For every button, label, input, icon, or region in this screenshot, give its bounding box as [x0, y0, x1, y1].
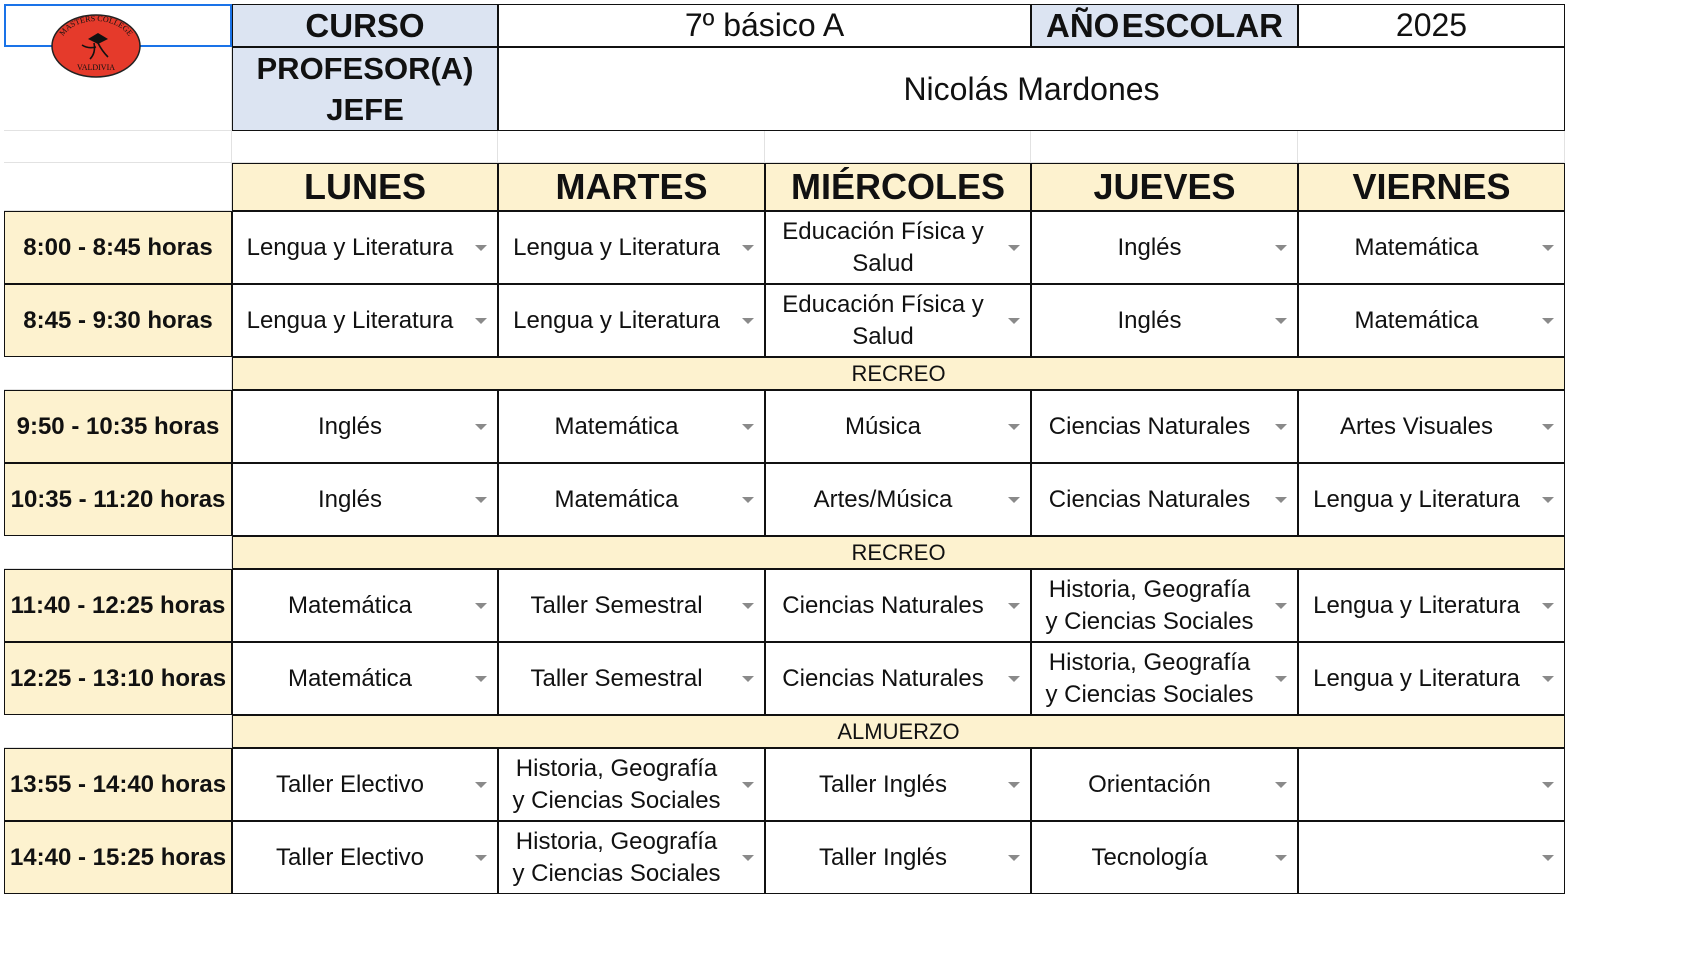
empty-cell[interactable]	[4, 536, 232, 569]
dropdown-arrow-icon[interactable]	[1542, 497, 1554, 503]
day-header: JUEVES	[1031, 163, 1298, 211]
subject-dropdown[interactable]	[232, 390, 498, 463]
dropdown-arrow-icon[interactable]	[475, 855, 487, 861]
dropdown-arrow-icon[interactable]	[1275, 424, 1287, 430]
empty-cell[interactable]	[498, 131, 765, 163]
empty-cell[interactable]	[1298, 131, 1565, 163]
time-slot: 13:55 - 14:40 horas	[4, 748, 232, 821]
subject-dropdown[interactable]	[1031, 642, 1298, 715]
dropdown-arrow-icon[interactable]	[1275, 318, 1287, 324]
subject-label: Ciencias Naturales	[1048, 485, 1251, 513]
subject-dropdown[interactable]	[498, 748, 765, 821]
anio-label: AÑO	[1046, 6, 1120, 44]
subject-dropdown[interactable]	[498, 211, 765, 284]
day-header: VIERNES	[1298, 163, 1565, 211]
dropdown-arrow-icon[interactable]	[1275, 497, 1287, 503]
time-slot: 10:35 - 11:20 horas	[4, 463, 232, 536]
dropdown-arrow-icon[interactable]	[1008, 497, 1020, 503]
subject-dropdown[interactable]	[232, 642, 498, 715]
dropdown-arrow-icon[interactable]	[1275, 245, 1287, 251]
subject-dropdown[interactable]	[1031, 284, 1298, 357]
subject-label: Educación Física y Salud	[782, 290, 984, 350]
subject-dropdown[interactable]	[1298, 569, 1565, 642]
subject-label: Ciencias Naturales	[782, 664, 984, 692]
dropdown-arrow-icon[interactable]	[1275, 676, 1287, 682]
subject-dropdown[interactable]	[1298, 284, 1565, 357]
subject-label: Orientación	[1088, 770, 1211, 798]
subject-dropdown[interactable]	[498, 642, 765, 715]
subject-label: Lengua y Literatura	[1313, 485, 1520, 513]
subject-label: Lengua y Literatura	[513, 306, 720, 334]
dropdown-arrow-icon[interactable]	[1008, 318, 1020, 324]
subject-dropdown[interactable]	[765, 569, 1031, 642]
subject-label: Artes Visuales	[1340, 412, 1493, 440]
subject-label: Taller Semestral	[530, 591, 703, 619]
escolar-label: ESCOLAR	[1121, 6, 1283, 44]
break-row: RECREO	[232, 536, 1565, 569]
subject-dropdown[interactable]	[498, 569, 765, 642]
time-slot: 12:25 - 13:10 horas	[4, 642, 232, 715]
subject-dropdown[interactable]	[498, 284, 765, 357]
subject-dropdown[interactable]	[232, 463, 498, 536]
dropdown-arrow-icon[interactable]	[742, 782, 754, 788]
empty-cell[interactable]	[4, 715, 232, 748]
subject-dropdown[interactable]	[1031, 821, 1298, 894]
profesor-jefe-value[interactable]: Nicolás Mardones	[498, 47, 1565, 131]
subject-label: Historia, Geografía y Ciencias Sociales	[1045, 648, 1254, 708]
dropdown-arrow-icon[interactable]	[1542, 424, 1554, 430]
empty-cell[interactable]	[232, 131, 498, 163]
subject-dropdown[interactable]	[232, 821, 498, 894]
dropdown-arrow-icon[interactable]	[475, 424, 487, 430]
subject-label: Matemática	[287, 664, 413, 692]
dropdown-arrow-icon[interactable]	[742, 603, 754, 609]
subject-label: Historia, Geografía y Ciencias Sociales	[1045, 575, 1254, 635]
subject-label: Inglés	[317, 485, 383, 513]
subject-label: Tecnología	[1091, 843, 1208, 871]
subject-label: Matemática	[287, 591, 413, 619]
dropdown-arrow-icon[interactable]	[1008, 855, 1020, 861]
dropdown-arrow-icon[interactable]	[475, 245, 487, 251]
subject-dropdown[interactable]	[1298, 211, 1565, 284]
empty-cell[interactable]	[4, 357, 232, 390]
subject-label: Matemática	[554, 485, 679, 513]
subject-dropdown[interactable]	[498, 821, 765, 894]
subject-label: Matemática	[1354, 233, 1479, 261]
dropdown-arrow-icon[interactable]	[475, 603, 487, 609]
dropdown-arrow-icon[interactable]	[1008, 603, 1020, 609]
dropdown-arrow-icon[interactable]	[1008, 245, 1020, 251]
school-logo	[50, 13, 142, 79]
subject-label: Taller Semestral	[530, 664, 703, 692]
logo-text-top: MASTERS COLLEGE	[57, 13, 135, 38]
subject-label: Lengua y Literatura	[513, 233, 720, 261]
subject-dropdown[interactable]	[1298, 642, 1565, 715]
subject-dropdown[interactable]	[765, 748, 1031, 821]
subject-dropdown[interactable]	[1298, 463, 1565, 536]
day-header: LUNES	[232, 163, 498, 211]
dropdown-arrow-icon[interactable]	[1275, 782, 1287, 788]
subject-label: Lengua y Literatura	[1313, 591, 1520, 619]
subject-label: Ciencias Naturales	[782, 591, 984, 619]
subject-dropdown[interactable]	[765, 211, 1031, 284]
subject-dropdown[interactable]	[232, 569, 498, 642]
subject-label: Música	[844, 412, 922, 440]
empty-cell[interactable]	[4, 163, 232, 211]
subject-dropdown[interactable]	[765, 463, 1031, 536]
subject-label: Historia, Geografía y Ciencias Sociales	[512, 827, 721, 887]
subject-label: Inglés	[1117, 233, 1182, 261]
dropdown-arrow-icon[interactable]	[475, 782, 487, 788]
dropdown-arrow-icon[interactable]	[742, 497, 754, 503]
jefe-label: JEFE	[326, 92, 404, 127]
subject-label: Lengua y Literatura	[1313, 664, 1520, 692]
subject-label: Inglés	[1117, 306, 1182, 334]
subject-dropdown[interactable]	[1031, 569, 1298, 642]
dropdown-arrow-icon[interactable]	[1275, 855, 1287, 861]
subject-dropdown[interactable]	[1031, 211, 1298, 284]
subject-dropdown[interactable]	[765, 642, 1031, 715]
dropdown-arrow-icon[interactable]	[1542, 782, 1554, 788]
time-slot: 14:40 - 15:25 horas	[4, 821, 232, 894]
dropdown-arrow-icon[interactable]	[742, 318, 754, 324]
dropdown-arrow-icon[interactable]	[742, 424, 754, 430]
subject-label: Matemática	[554, 412, 679, 440]
subject-label: Lengua y Literatura	[246, 233, 454, 261]
subject-dropdown[interactable]	[1298, 390, 1565, 463]
time-slot: 8:00 - 8:45 horas	[4, 211, 232, 284]
break-row: RECREO	[232, 357, 1565, 390]
dropdown-arrow-icon[interactable]	[1542, 855, 1554, 861]
subject-dropdown[interactable]	[232, 284, 498, 357]
dropdown-arrow-icon[interactable]	[1275, 603, 1287, 609]
subject-dropdown[interactable]	[765, 821, 1031, 894]
subject-dropdown[interactable]	[498, 390, 765, 463]
dropdown-arrow-icon[interactable]	[1542, 603, 1554, 609]
day-header: MARTES	[498, 163, 765, 211]
subject-label: Taller Inglés	[818, 843, 948, 871]
logo-text-bottom: VALDIVIA	[76, 63, 116, 72]
empty-cell[interactable]	[765, 131, 1031, 163]
dropdown-arrow-icon[interactable]	[1542, 318, 1554, 324]
subject-dropdown[interactable]	[1298, 821, 1565, 894]
subject-dropdown[interactable]	[1298, 748, 1565, 821]
dropdown-arrow-icon[interactable]	[742, 676, 754, 682]
time-slot: 9:50 - 10:35 horas	[4, 390, 232, 463]
dropdown-arrow-icon[interactable]	[742, 855, 754, 861]
empty-cell[interactable]	[4, 131, 232, 163]
time-slot: 11:40 - 12:25 horas	[4, 569, 232, 642]
subject-label: Matemática	[1354, 306, 1479, 334]
anio-value[interactable]: 2025	[1298, 4, 1565, 47]
profesor-jefe-label	[232, 47, 498, 131]
subject-label: Educación Física y Salud	[782, 217, 984, 277]
dropdown-arrow-icon[interactable]	[1008, 424, 1020, 430]
subject-label: Lengua y Literatura	[246, 306, 454, 334]
dropdown-arrow-icon[interactable]	[475, 676, 487, 682]
anio-escolar-label	[1031, 4, 1298, 47]
subject-dropdown[interactable]	[1031, 390, 1298, 463]
dropdown-arrow-icon[interactable]	[1008, 676, 1020, 682]
subject-dropdown[interactable]	[232, 748, 498, 821]
dropdown-arrow-icon[interactable]	[475, 497, 487, 503]
subject-label: Artes/Música	[813, 485, 953, 513]
subject-label: Inglés	[317, 412, 383, 440]
subject-dropdown[interactable]	[1031, 748, 1298, 821]
subject-label: Ciencias Naturales	[1048, 412, 1251, 440]
dropdown-arrow-icon[interactable]	[1542, 245, 1554, 251]
profesor-label: PROFESOR(A)	[256, 51, 474, 86]
dropdown-arrow-icon[interactable]	[475, 318, 487, 324]
curso-label: CURSO	[232, 4, 498, 47]
subject-dropdown[interactable]	[1031, 463, 1298, 536]
subject-dropdown[interactable]	[232, 211, 498, 284]
subject-dropdown[interactable]	[765, 284, 1031, 357]
subject-dropdown[interactable]	[498, 463, 765, 536]
day-header: MIÉRCOLES	[765, 163, 1031, 211]
dropdown-arrow-icon[interactable]	[1542, 676, 1554, 682]
dropdown-arrow-icon[interactable]	[742, 245, 754, 251]
time-slot: 8:45 - 9:30 horas	[4, 284, 232, 357]
subject-label: Taller Inglés	[818, 770, 948, 798]
subject-label: Historia, Geografía y Ciencias Sociales	[512, 754, 721, 814]
dropdown-arrow-icon[interactable]	[1008, 782, 1020, 788]
break-row: ALMUERZO	[232, 715, 1565, 748]
empty-cell[interactable]	[1031, 131, 1298, 163]
subject-dropdown[interactable]	[765, 390, 1031, 463]
curso-value[interactable]: 7º básico A	[498, 4, 1031, 47]
subject-label: Taller Electivo	[275, 770, 425, 798]
subject-label: Taller Electivo	[275, 843, 425, 871]
